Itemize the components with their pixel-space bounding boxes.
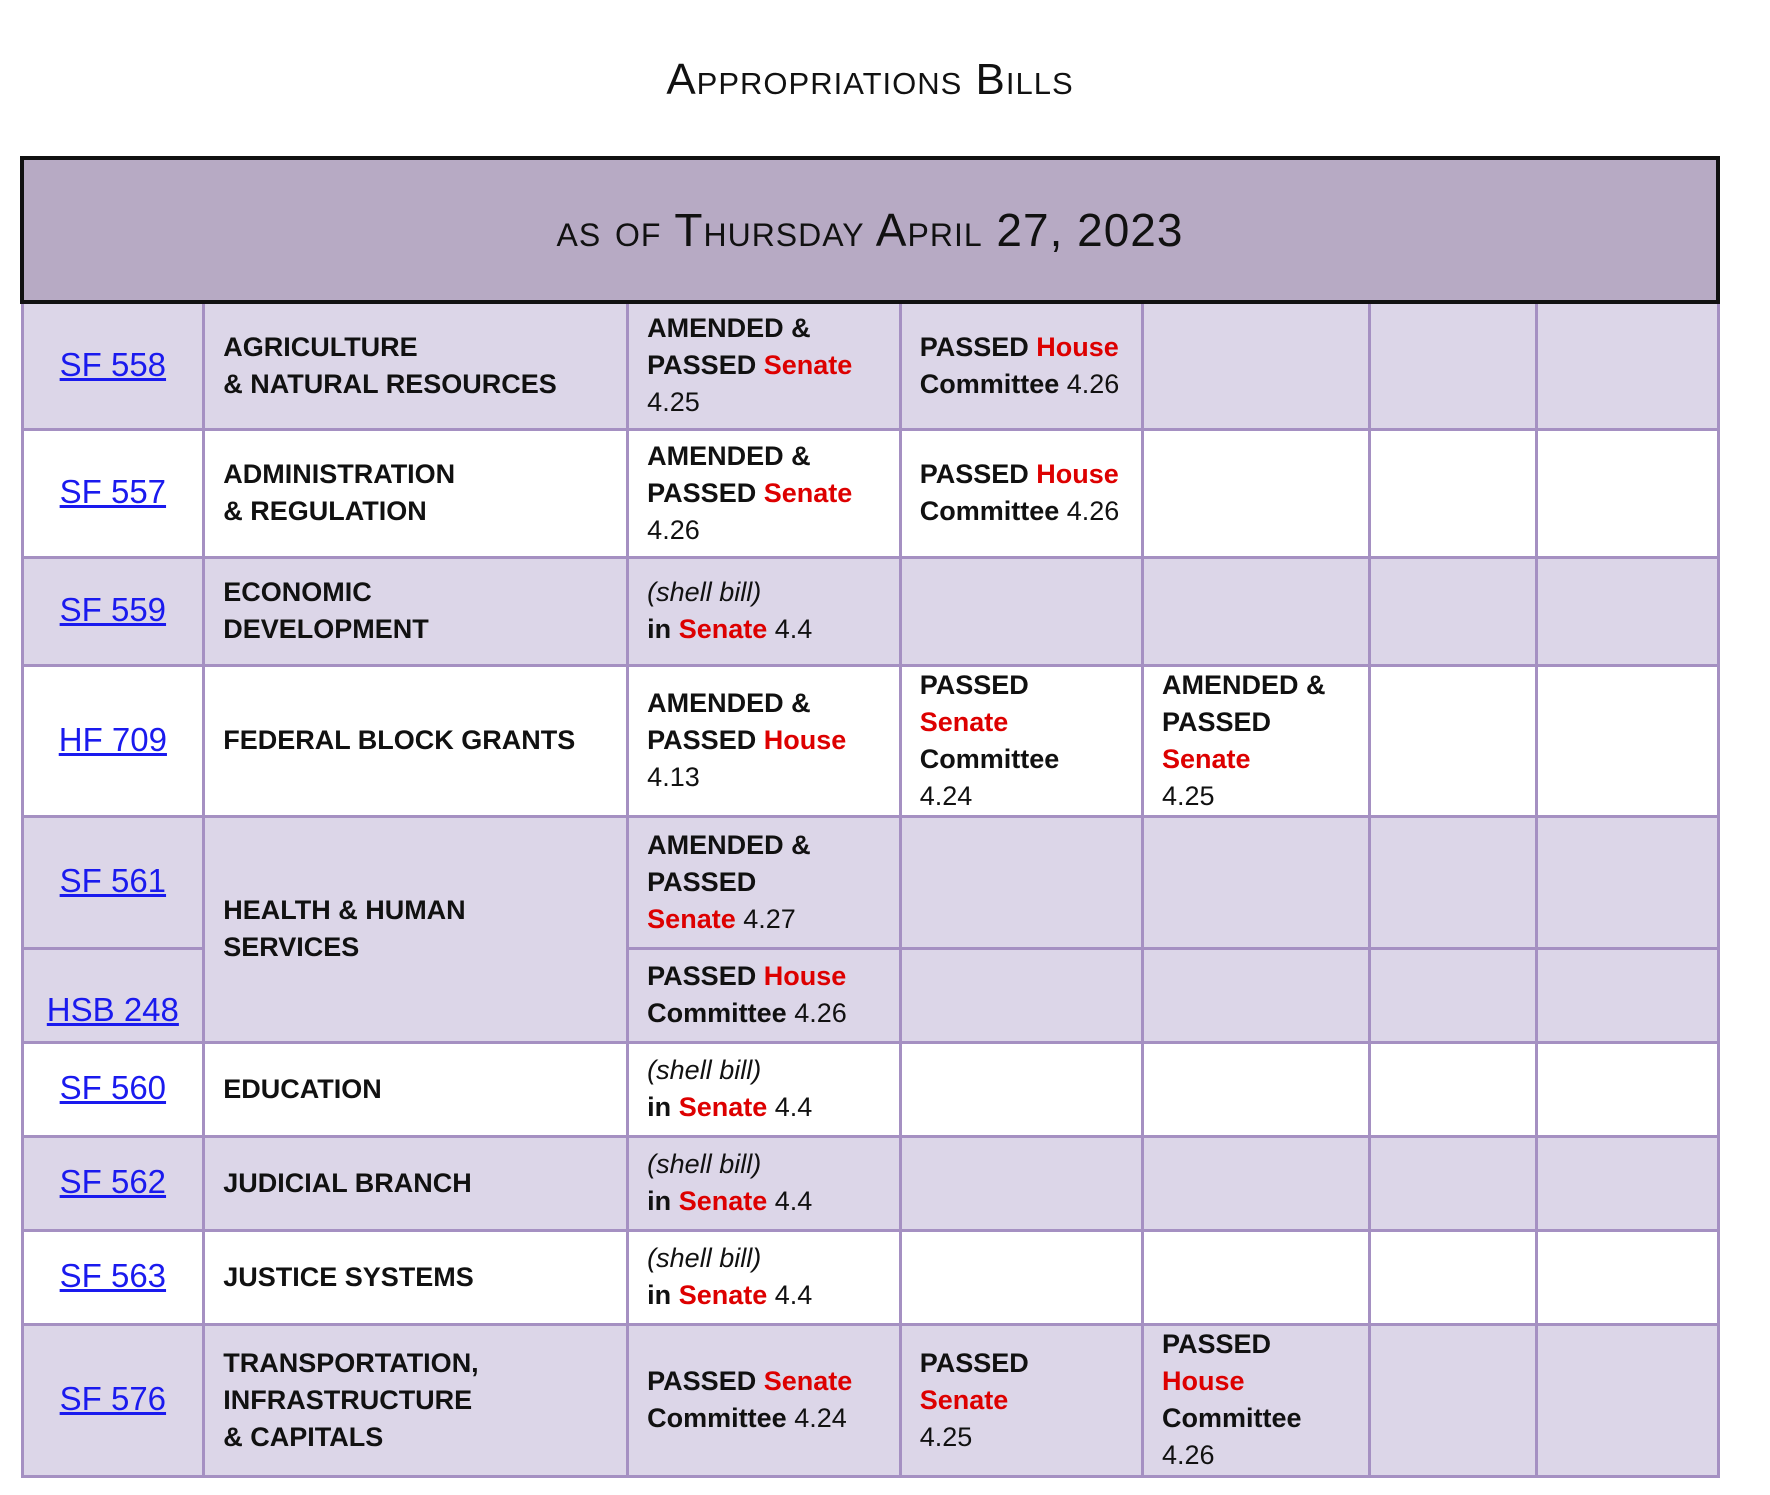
table-row <box>22 1324 1718 1476</box>
status-chamber: Senate <box>919 1384 1009 1415</box>
empty-cell <box>1536 1136 1718 1230</box>
status-date: 4.4 <box>774 1186 813 1216</box>
status-action: in <box>647 1280 672 1310</box>
bill-id-cell <box>22 1230 204 1324</box>
bill-link[interactable]: SF 559 <box>59 591 167 628</box>
status-action: PASSED <box>1161 1329 1272 1359</box>
empty-cell <box>1370 1230 1537 1324</box>
status-line: AMENDED & <box>647 688 811 718</box>
status-action: PASSED <box>919 669 1029 700</box>
bill-name-line: DEVELOPMENT <box>223 614 429 644</box>
status-chamber: House <box>763 961 847 991</box>
status-chamber: Senate <box>1161 743 1251 774</box>
bill-id-cell <box>22 816 204 948</box>
bill-link[interactable]: SF 560 <box>59 1069 167 1106</box>
status-chamber: Senate <box>763 477 853 508</box>
bill-id-cell <box>22 557 204 665</box>
empty-cell <box>1370 302 1537 429</box>
status-cell <box>628 1136 901 1230</box>
empty-cell <box>900 557 1142 665</box>
status-chamber: House <box>1161 1366 1245 1396</box>
bill-name-line: AGRICULTURE <box>223 331 418 362</box>
status-action: in <box>647 1186 672 1216</box>
status-line: AMENDED & <box>647 313 811 344</box>
status-cell <box>900 429 1142 557</box>
status-cell <box>1142 1324 1369 1476</box>
status-date: 4.26 <box>794 998 847 1028</box>
bill-id-cell <box>22 1136 204 1230</box>
bill-name-line: & NATURAL RESOURCES <box>223 368 557 399</box>
status-chamber: House <box>1036 459 1119 489</box>
empty-cell <box>1370 665 1537 816</box>
empty-cell <box>1536 1324 1718 1476</box>
table-row <box>22 1230 1718 1324</box>
empty-cell <box>1536 557 1718 665</box>
empty-cell <box>1142 557 1369 665</box>
bill-link[interactable]: HSB 248 <box>46 990 179 1028</box>
status-chamber: Senate <box>647 903 736 934</box>
status-line: AMENDED & <box>647 829 811 860</box>
status-chamber: Senate <box>763 1366 853 1396</box>
status-chamber: Senate <box>678 1280 768 1310</box>
status-date: 4.26 <box>1066 496 1120 526</box>
status-action: PASSED <box>647 866 757 897</box>
empty-cell <box>1370 429 1537 557</box>
bill-link[interactable]: SF 561 <box>59 862 167 899</box>
bill-name-line: JUSTICE SYSTEMS <box>223 1261 474 1292</box>
bill-name-cell <box>204 1136 628 1230</box>
status-cell <box>900 665 1142 816</box>
status-cell <box>900 302 1142 429</box>
status-cell <box>628 429 901 557</box>
status-action: PASSED <box>647 477 757 508</box>
status-date: 4.4 <box>774 614 813 644</box>
bill-name-line: HEALTH & HUMAN <box>223 895 466 925</box>
table-row <box>22 302 1718 429</box>
status-action: in <box>647 1092 672 1122</box>
status-line: AMENDED & <box>1161 669 1326 700</box>
status-note: (shell bill) <box>647 1149 762 1179</box>
status-chamber: Senate <box>919 706 1009 737</box>
bill-id-cell <box>22 1042 204 1136</box>
status-cell <box>628 948 901 1042</box>
empty-cell <box>900 1136 1142 1230</box>
bill-name-line: ADMINISTRATION <box>223 459 456 489</box>
status-chamber: Senate <box>678 614 768 644</box>
appropriations-table <box>20 156 1720 1478</box>
bill-name-line: INFRASTRUCTURE <box>223 1384 473 1415</box>
bill-id-cell <box>22 665 204 816</box>
empty-cell <box>1370 1136 1537 1230</box>
bill-id-cell <box>22 302 204 429</box>
status-date: 4.27 <box>743 903 796 934</box>
empty-cell <box>1536 429 1718 557</box>
status-cell <box>628 816 901 948</box>
status-label: Committee <box>1161 1403 1302 1433</box>
status-action: PASSED <box>919 1347 1029 1378</box>
status-label: Committee <box>919 368 1060 399</box>
status-cell <box>628 302 901 429</box>
empty-cell <box>1370 948 1537 1042</box>
bill-link[interactable]: SF 557 <box>59 473 167 510</box>
status-action: PASSED <box>647 350 757 381</box>
bill-id-cell <box>22 948 204 1042</box>
status-date: 4.26 <box>1066 368 1120 399</box>
empty-cell <box>1142 1136 1369 1230</box>
empty-cell <box>1142 1230 1369 1324</box>
empty-cell <box>1536 665 1718 816</box>
empty-cell <box>1536 1042 1718 1136</box>
empty-cell <box>1142 948 1369 1042</box>
bill-name-line: EDUCATION <box>223 1073 382 1104</box>
status-date: 4.25 <box>919 1421 973 1452</box>
status-note: (shell bill) <box>647 1243 762 1273</box>
status-date: 4.26 <box>1161 1440 1215 1470</box>
status-date: 4.24 <box>794 1403 847 1433</box>
status-cell <box>628 557 901 665</box>
bill-link[interactable]: SF 576 <box>59 1380 167 1417</box>
bill-name-line: JUDICIAL BRANCH <box>223 1167 472 1198</box>
empty-cell <box>900 1230 1142 1324</box>
bill-id-cell <box>22 1324 204 1476</box>
table-row <box>22 816 1718 948</box>
status-label: Committee <box>647 998 787 1028</box>
table-row <box>22 665 1718 816</box>
bill-link[interactable]: SF 563 <box>59 1257 167 1294</box>
bill-name-cell <box>204 1042 628 1136</box>
bill-name-line: FEDERAL BLOCK GRANTS <box>223 725 576 755</box>
status-action: in <box>647 614 672 644</box>
bill-id-cell <box>22 429 204 557</box>
status-date: 4.25 <box>1161 780 1215 811</box>
status-line: AMENDED & <box>647 440 811 471</box>
status-date: 4.26 <box>647 514 700 545</box>
bill-link[interactable]: SF 558 <box>59 345 167 383</box>
bill-name-cell <box>204 429 628 557</box>
status-action: PASSED <box>647 961 757 991</box>
status-date: 4.4 <box>774 1280 813 1310</box>
status-action: PASSED <box>919 459 1029 489</box>
table-row <box>22 429 1718 557</box>
status-chamber: Senate <box>678 1186 768 1216</box>
bill-name-line: TRANSPORTATION, <box>223 1347 479 1378</box>
status-cell <box>1142 665 1369 816</box>
bill-name-cell <box>204 665 628 816</box>
status-action: PASSED <box>1161 706 1272 737</box>
empty-cell <box>1536 1230 1718 1324</box>
bill-name-line: & REGULATION <box>223 496 427 526</box>
status-date: 4.24 <box>919 780 973 811</box>
status-action: PASSED <box>647 1366 757 1396</box>
status-date: 4.4 <box>774 1092 813 1122</box>
status-cell <box>900 1324 1142 1476</box>
empty-cell <box>1370 1324 1537 1476</box>
empty-cell <box>1536 816 1718 948</box>
table-header-row <box>22 158 1718 302</box>
empty-cell <box>1142 302 1369 429</box>
bill-link[interactable]: SF 562 <box>59 1163 167 1200</box>
status-label: Committee <box>919 743 1060 774</box>
status-label: Committee <box>919 496 1060 526</box>
status-label: Committee <box>647 1403 787 1433</box>
empty-cell <box>900 948 1142 1042</box>
status-cell <box>628 1230 901 1324</box>
status-cell <box>628 665 901 816</box>
bill-name-cell <box>204 1324 628 1476</box>
status-cell <box>628 1042 901 1136</box>
status-action: PASSED <box>919 331 1029 362</box>
bill-name-cell <box>204 557 628 665</box>
table-row <box>22 1136 1718 1230</box>
bill-name-line: SERVICES <box>223 932 360 962</box>
status-cell <box>628 1324 901 1476</box>
empty-cell <box>1142 429 1369 557</box>
bill-name-cell <box>204 816 628 1042</box>
status-chamber: Senate <box>678 1092 768 1122</box>
bill-name-cell <box>204 302 628 429</box>
status-chamber: Senate <box>763 350 853 381</box>
status-date: 4.25 <box>647 387 700 418</box>
as-of-date: as of Thursday April 27, 2023 <box>22 158 1718 302</box>
empty-cell <box>900 1042 1142 1136</box>
table-row <box>22 557 1718 665</box>
bill-name-line: ECONOMIC <box>223 577 372 607</box>
empty-cell <box>1370 816 1537 948</box>
status-chamber: House <box>1036 331 1119 362</box>
empty-cell <box>1142 816 1369 948</box>
empty-cell <box>900 816 1142 948</box>
status-date: 4.13 <box>647 762 700 792</box>
status-note: (shell bill) <box>647 1055 762 1085</box>
status-chamber: House <box>763 725 847 755</box>
bill-link[interactable]: HF 709 <box>58 720 167 758</box>
status-note: (shell bill) <box>647 577 762 607</box>
empty-cell <box>1370 557 1537 665</box>
empty-cell <box>1536 948 1718 1042</box>
bill-name-cell <box>204 1230 628 1324</box>
page-title: Appropriations Bills <box>666 55 1074 104</box>
empty-cell <box>1370 1042 1537 1136</box>
empty-cell <box>1536 302 1718 429</box>
status-action: PASSED <box>647 725 757 755</box>
table-row <box>22 1042 1718 1136</box>
empty-cell <box>1142 1042 1369 1136</box>
bill-name-line: & CAPITALS <box>223 1421 384 1452</box>
